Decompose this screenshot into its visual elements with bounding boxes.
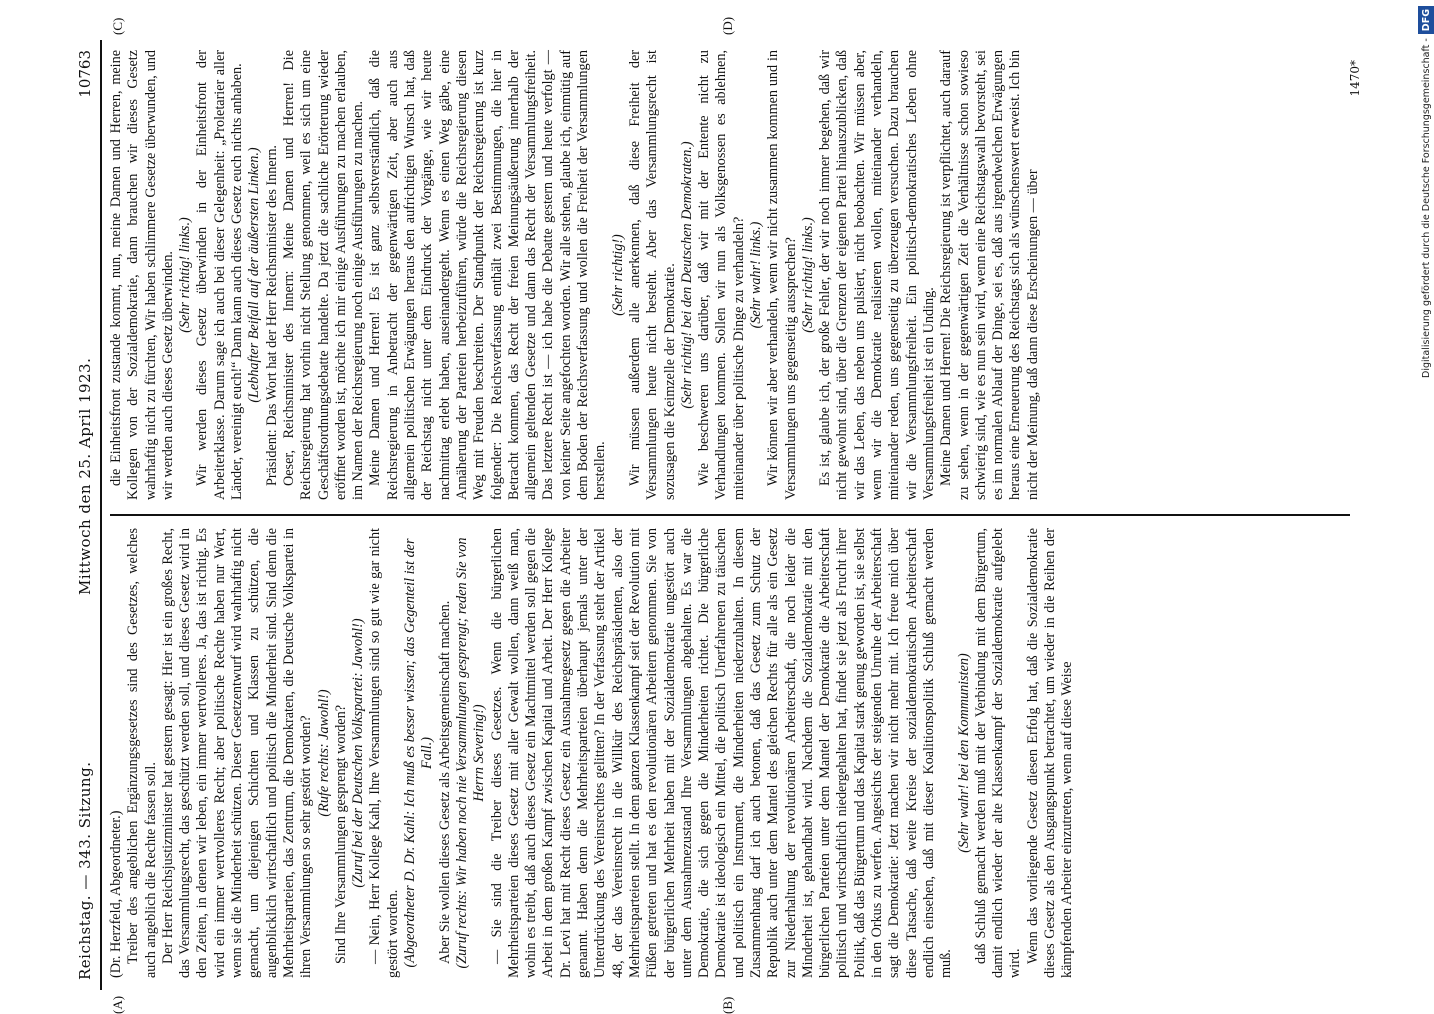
interjection: (Sehr richtig! bei den Deutschen Demokraten.) — [678, 141, 695, 409]
interjection: (Sehr richtig! links.) — [799, 217, 816, 333]
header-session: Reichstag. — 343. Sitzung. — [76, 761, 94, 980]
paragraph: Meine Damen und Herren! Die Reichsregierung ist verpflichtet, auch darauf zu sehen, wenn in der gegenwärtigen Zeit die Verhältnisse schon sowieso schwierig sind, wie es nun sein wird, wenn eine Reichstagswahl bevorsteht, sei es im normalen Ablauf der Dinge, sei es, daß aus irgendwelchen Erwägungen heraus eine Erneuerung des Reichstags sich als wünschenswert erweist. Ich bin nicht der Meinung, daß dann diese Erscheinungen — über — [938, 50, 1041, 500]
paragraph: daß Schluß gemacht werden muß mit der Verbindung mit dem Bürgertum, damit endlich wieder der alte Klassenkampf der Sozialdemokratie aufgelebt wird. — [972, 528, 1024, 978]
header-date: Mittwoch den 25. April 1923. — [76, 357, 94, 595]
header-rule — [100, 40, 102, 990]
interjection: (Lebhafter Beifall auf der äußersten Linken.) — [246, 147, 263, 403]
dfg-logo: DFG — [1418, 6, 1434, 34]
paragraph: Wie beschweren uns darüber, daß wir mit der Entente nicht zu Verhandlungen kommen. Sollen wir nun als Volksgenossen es ablehnen, miteinander über politische Dinge zu verhandeln? — [696, 50, 747, 500]
interjection: (Sehr wahr! links.) — [747, 221, 764, 329]
page-header — [70, 40, 100, 990]
column-divider — [110, 514, 1350, 516]
paragraph: — Nein, Herr Kollege Kahl, Ihre Versammlungen sind so gut wie gar nicht gestört worden. — [367, 528, 401, 978]
rotated-page — [70, 16, 1370, 1014]
paragraph: Meine Damen und Herren! Es ist ganz selbstverständlich, daß die Reichsregierung in Anbetracht der gegenwärtigen Zeit, aber auch aus allgemein politischen Erwägungen heraus den aufrichtigen Wunsch hat, daß der Reichstag nicht unter dem Eindruck der Vorgänge, wie wir heute nachmittag erlebt haben, auseinandergeht. Wenn es einen Weg gäbe, eine Annäherung der Parteien herbeizuführen, würde die Reichsregierung diesen Weg mit Freuden beschreiten. Der Standpunkt der Reichsregierung ist kurz folgender: Die Reichsverfassung enthält zwei Bestimmungen, die hier in Betracht kommen, das Recht der freien Meinungsäußerung innerhalb der allgemein geltenden Gesetze und dann das Recht der Versammlungsfreiheit. Das letztere Recht ist — ich habe die Debatte gestern und heute verfolgt — von keiner Seite angefochten worden. Wir alle stehen, glaube ich, einmütig auf dem Boden der Reichsverfassung und wollen die Freiheit der Versammlungen herstellen. — [367, 50, 609, 500]
paragraph: — Sie sind die Treiber dieses Gesetzes. Wenn die bürgerlichen Mehrheitsparteien dieses Gesetz mit aller Gewalt wollen, dann weiß man, wohin es treibt, daß auch dieses Gesetz ein Machtmittel werden soll gegen die Arbeit in dem großen Kampf zwischen Kapital und Arbeit. Der Herr Kollege Dr. Levi hat mit Recht dieses Gesetz ein Ausnahmegesetz gegen die Arbeiter genannt. Haben denn die Mehrheitsparteien überhaupt jemals unter der Unterdrückung des Vereinsrechtes gelitten? In der Verfassung steht der Artikel 48, der das Vereinsrecht in die Willkür des Reichspräsidenten, also der Mehrheitsparteien stellt. In dem ganzen Klassenkampf seit der Revolution mit Füßen getreten und hat es den revolutionären Arbeitern genommen. Sie von der bürgerlichen Mehrheit haben mit der Sozialdemokratie ungestört auch unter dem Ausnahmezustand Ihre Versammlungen abgehalten. Es war die Demokratie, die sich gegen die Minderheiten richtet. Die bürgerliche Demokratie ist ideologisch ein Mittel, die politisch Unerfahrenen zu täuschen und politisch ein Instrument, die Minderheiten niederzuhalten. In diesem Zusammenhang darf ich auch betonen, daß das Gesetz zum Schutz der Republik auch unter dem Mantel des gleichen Rechts für alle als ein Gesetz zur Niederhaltung der revolutionären Arbeiterschaft, die noch leider die Minderheit ist, gehandhabt wird. Nachdem die Sozialdemokratie mit den bürgerlichen Parteien unter dem Mantel der Demokratie die Arbeiterschaft politisch und wirtschaftlich niedergehalten hat, findet sie jetzt als Frucht ihrer Politik, daß das Bürgertum und das Kapital stark genug geworden ist, sie selbst in den Orkus zu werfen. Angesichts der steigenden Unruhe der Arbeiterschaft sagt die Demokratie: Jetzt machen wir nicht mehr mit. Ich freue mich über diese Tatsache, daß weite Kreise der sozialdemokratischen Arbeiterschaft endlich einsehen, daß mit dieser Koalitionspolitik Schluß gemacht werden muß. — [488, 528, 955, 978]
paragraph: Oeser, Reichsminister des Innern: Meine Damen und Herren! Die Reichsregierung hat vorhin nicht Stellung genommen, weil es sich um eine Geschäftsordnungsdebatte handelte. Da jetzt die sachliche Erörterung wieder eröffnet worden ist, möchte ich mir einige Ausführungen zu machen erlauben, im Namen der Reichsregierung noch einige Ausführungen zu machen. — [280, 50, 367, 500]
dfg-credit — [1418, 6, 1434, 994]
paragraph: Wenn das vorliegende Gesetz diesen Erfolg hat, daß die Sozialdemokratie dieses Gesetz als den Ausgangspunkt betrachtet, um wieder in die Reihen der kämpfenden Arbeiter einzutreten, wenn auf diese Weise — [1024, 528, 1076, 978]
margin-marker-a: (A) — [110, 995, 125, 1014]
interjection: (Sehr wahr! bei den Kommunisten) — [955, 653, 972, 853]
paragraph: Treiber des angeblichen Ergänzungsgesetzes sind des Gesetzes, welches auch angeblich die Rechte fassen soll. — [125, 528, 159, 978]
dfg-credit-text — [1418, 6, 1434, 994]
page-number: 10763 — [76, 50, 94, 98]
paragraph: die Einheitsfront zustande kommt, nun, meine Damen und Herren, meine Kollegen von der Sozialdemokratie, dann brauchen wir dieses Gesetz wahrhaftig nicht zu fürchten, Wir haben schlimmere Gesetze überwunden, und wir werden auch dieses Gesetz überwinden. — [108, 50, 176, 500]
paragraph: Aber Sie wollen dieses Gesetz als Arbeitsgemeinschaft machen. — [436, 600, 453, 964]
footer-signature: 1470* — [1348, 60, 1362, 97]
paragraph: Sind Ihre Versammlungen gesprengt worden? — [332, 705, 349, 964]
paragraph: Präsident: Das Wort hat der Herr Reichsminister des Innern. — [263, 145, 280, 486]
interjection: (Zuruf bei der Deutschen Volkspartei: Jawohl!) — [350, 618, 367, 888]
paragraph: Wir müssen außerdem alle anerkennen, daß diese Freiheit der Versammlungen heute nicht besteht. Aber das Versammlungsrecht ist sozusagen die Keimzelle der Demokratie. — [626, 50, 678, 500]
dfg-credit-label: Digitalisierung gefördert durch die Deutsche Forschungsgemeinschaft - — [1421, 38, 1432, 378]
interjection: (Sehr richtig!) — [609, 234, 626, 316]
interjection: (Sehr richtig! links.) — [177, 217, 194, 333]
margin-marker-d: (D) — [720, 16, 735, 35]
interjection: (Zuruf rechts: Wir haben noch nie Versammlungen gesprengt; reden Sie von Herrn Severing!) — [453, 537, 488, 969]
paragraph: Es ist, glaube ich, der große Fehler, der wir noch immer begehen, daß wir nicht gewohnt sind, über die Grenzen der eigenen Partei hinauszublicken, daß wir das Leben, das neben uns pulsiert, nicht beobachten. Wir müssen aber, wenn wir die Demokratie realisieren wollen, miteinander verhandeln, miteinander reden, uns gegenseitig zu überzeugen versuchen. Dazu brauchen wir die Versammlungsfreiheit. Ein politisch-demokratisches Leben ohne Versammlungsfreiheit ist ein Unding. — [817, 50, 937, 500]
margin-marker-c: (C) — [110, 17, 125, 35]
left-column — [108, 528, 1077, 978]
paragraph: Wir können wir aber verhandeln, wenn wir nicht zusammen kommen und in Versammlungen uns gegenseitig aussprechen? — [765, 50, 799, 500]
right-column — [108, 50, 1042, 500]
speaker-line: (Dr. Herzfeld, Abgeordneter.) — [108, 810, 124, 978]
paragraph: Der Herr Reichsjustizminister hat gestern gesagt: Hier ist ein großes Recht, das Versammlungsrecht, das geschützt werden soll, und dieses Gesetz wird in den Zeiten, in denen wir leben, ein immer wertvolleres. Ja, das ist richtig. Es wird ein immer wertvolleres Recht; aber politische Rechte haben nur Wert, wenn sie die Minderheit schützen. Dieser Gesetzentwurf wird wahrhaftig nicht gemacht, um diejenigen Schichten und Klassen zu schützen, die augenblicklich wirtschaftlich und politisch die Minderheit sind. Sind denn die Mehrheitsparteien, das Zentrum, die Demokraten, die Deutsche Volkspartei in ihren Versammlungen so sehr gestört worden? — [159, 528, 315, 978]
interjection: (Rufe rechts: Jawohl!) — [315, 689, 332, 817]
paragraph: Wir werden dieses Gesetz überwinden in der Einheitsfront der Arbeiterklasse. Darum sage ich auch bei dieser Gelegenheit: „Proletarier aller Länder, vereinigt euch!“ Dann kann auch dieses Gesetz euch nichts anhaben. — [194, 50, 246, 500]
margin-marker-b: (B) — [720, 996, 735, 1014]
interjection: (Abgeordneter D. Dr. Kahl: Ich muß es besser wissen; das Gegenteil ist der Fall.) — [402, 538, 436, 968]
